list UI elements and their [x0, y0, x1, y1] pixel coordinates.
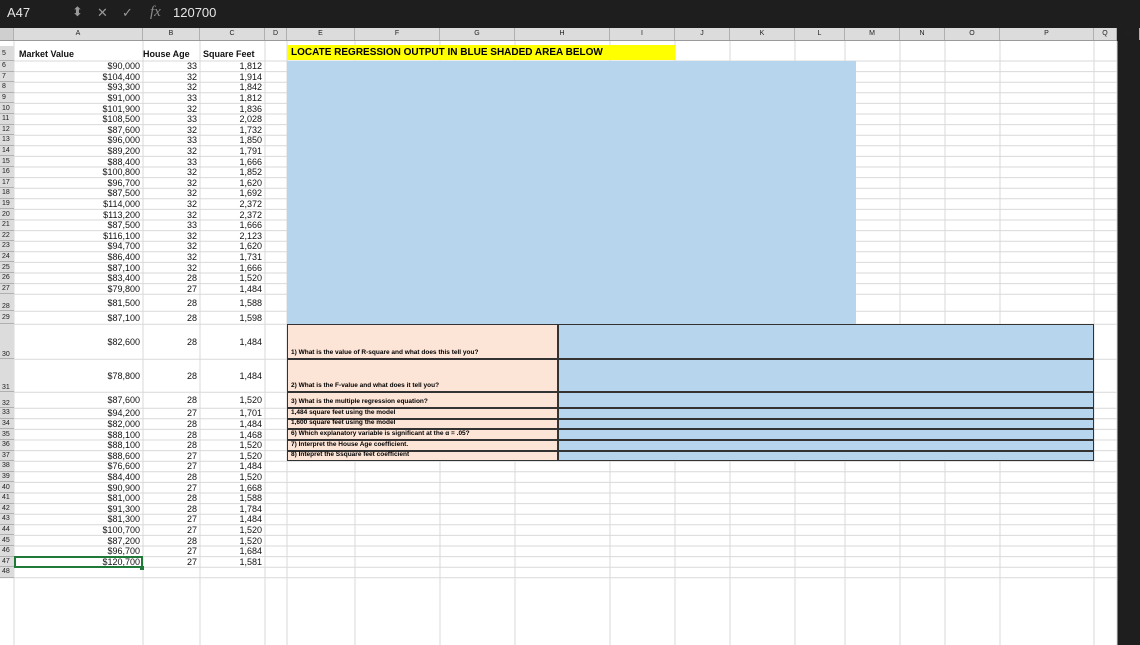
house-age-cell[interactable]: 32	[186, 167, 197, 178]
square-feet-cell[interactable]: 1,484	[239, 336, 262, 347]
square-feet-cell[interactable]: 1,812	[239, 61, 262, 72]
row-header[interactable]: 27	[0, 284, 14, 295]
house-age-cell[interactable]: 28	[186, 273, 197, 284]
house-age-cell[interactable]: 27	[186, 461, 197, 472]
square-feet-cell[interactable]: 1,520	[239, 472, 262, 483]
row-header[interactable]: 41	[0, 493, 14, 504]
house-age-cell[interactable]: 27	[186, 450, 197, 461]
square-feet-cell[interactable]: 1,484	[239, 461, 262, 472]
column-header-k[interactable]: K	[730, 28, 795, 40]
square-feet-cell[interactable]: 2,028	[239, 114, 262, 125]
house-age-cell[interactable]: 28	[186, 503, 197, 514]
market-value-cell[interactable]: $79,800	[107, 283, 140, 294]
house-age-cell[interactable]: 33	[186, 220, 197, 231]
market-value-cell[interactable]: $87,100	[107, 262, 140, 273]
row-header[interactable]: 43	[0, 514, 14, 525]
market-value-cell[interactable]: $86,400	[107, 252, 140, 263]
header-market-value[interactable]: Market Value	[19, 48, 75, 59]
square-feet-cell[interactable]: 1,520	[239, 440, 262, 451]
square-feet-cell[interactable]: 1,812	[239, 93, 262, 104]
row-header[interactable]: 23	[0, 241, 14, 252]
square-feet-cell[interactable]: 1,666	[239, 262, 262, 273]
market-value-cell[interactable]: $87,500	[107, 220, 140, 231]
row-header[interactable]: 28	[0, 294, 14, 311]
market-value-cell[interactable]: $88,400	[107, 156, 140, 167]
market-value-cell[interactable]: $113,200	[103, 209, 140, 220]
header-square-feet[interactable]: Square Feet	[203, 48, 255, 59]
market-value-cell[interactable]: $83,400	[107, 273, 140, 284]
market-value-cell[interactable]: $84,400	[107, 472, 140, 483]
market-value-cell[interactable]: $94,700	[107, 241, 140, 252]
row-header[interactable]: 39	[0, 472, 14, 483]
market-value-cell[interactable]: $104,400	[102, 71, 140, 82]
house-age-cell[interactable]: 27	[186, 525, 197, 536]
house-age-cell[interactable]: 32	[186, 124, 197, 135]
house-age-cell[interactable]: 32	[186, 188, 197, 199]
house-age-cell[interactable]: 32	[186, 252, 197, 263]
row-header[interactable]: 45	[0, 535, 14, 546]
square-feet-cell[interactable]: 1,620	[239, 177, 262, 188]
market-value-cell[interactable]: $100,800	[102, 167, 140, 178]
market-value-cell[interactable]: $90,900	[107, 482, 140, 493]
square-feet-cell[interactable]: 1,684	[239, 546, 262, 557]
row-header[interactable]: 8	[0, 82, 14, 93]
square-feet-cell[interactable]: 1,732	[239, 124, 262, 135]
column-header-b[interactable]: B	[143, 28, 200, 40]
row-header[interactable]: 10	[0, 103, 14, 114]
row-header[interactable]: 37	[0, 451, 14, 462]
square-feet-cell[interactable]: 2,372	[239, 209, 262, 220]
house-age-cell[interactable]: 33	[186, 135, 197, 146]
column-headers	[0, 28, 1131, 41]
column-header-r[interactable]: R	[1117, 28, 1140, 40]
square-feet-cell[interactable]: 1,484	[239, 419, 262, 430]
select-all-corner[interactable]	[0, 28, 14, 40]
market-value-cell[interactable]: $96,700	[107, 177, 140, 188]
row-header[interactable]: 34	[0, 419, 14, 430]
square-feet-cell[interactable]: 1,852	[239, 167, 262, 178]
house-age-cell[interactable]: 32	[186, 71, 197, 82]
question-cell[interactable]: 7) Interpret the House Age coefficient.	[287, 440, 558, 451]
square-feet-cell[interactable]: 1,666	[239, 156, 262, 167]
market-value-cell[interactable]: $96,000	[107, 135, 140, 146]
square-feet-cell[interactable]: 1,701	[239, 408, 262, 419]
row-header[interactable]: 38	[0, 461, 14, 472]
house-age-cell[interactable]: 28	[186, 535, 197, 546]
column-header-g[interactable]: G	[440, 28, 515, 40]
market-value-cell[interactable]: $101,900	[102, 103, 140, 114]
square-feet-cell[interactable]: 2,123	[239, 230, 262, 241]
market-value-cell[interactable]: $82,600	[107, 336, 140, 347]
house-age-cell[interactable]: 33	[186, 156, 197, 167]
market-value-cell[interactable]: $116,100	[103, 230, 140, 241]
active-cell-a47[interactable]	[14, 556, 143, 569]
enter-icon[interactable]: ✓	[122, 5, 133, 20]
square-feet-cell[interactable]: 1,668	[239, 482, 262, 493]
insert-function-button[interactable]: fx	[150, 4, 161, 20]
house-age-cell[interactable]: 27	[186, 514, 197, 525]
row-header[interactable]: 13	[0, 135, 14, 146]
market-value-cell[interactable]: $91,300	[107, 503, 140, 514]
column-header-d[interactable]: D	[265, 28, 287, 40]
square-feet-cell[interactable]: 1,914	[239, 71, 262, 82]
row-header[interactable]: 12	[0, 125, 14, 136]
house-age-cell[interactable]: 32	[186, 209, 197, 220]
formula-bar	[0, 0, 1117, 27]
question-cell[interactable]: 1) What is the value of R-square and what does this tell you?	[287, 324, 558, 359]
row-header[interactable]: 48	[0, 567, 14, 578]
row-header[interactable]: 42	[0, 504, 14, 515]
row-header[interactable]: 47	[0, 557, 14, 568]
house-age-cell[interactable]: 28	[186, 336, 197, 347]
row-header[interactable]: 17	[0, 178, 14, 189]
house-age-cell[interactable]: 28	[186, 429, 197, 440]
house-age-cell[interactable]: 27	[186, 482, 197, 493]
answer-cell[interactable]	[558, 440, 1094, 451]
square-feet-cell[interactable]: 1,588	[239, 493, 262, 504]
column-header-f[interactable]: F	[355, 28, 440, 40]
square-feet-cell[interactable]: 1,620	[239, 241, 262, 252]
square-feet-cell[interactable]: 1,836	[239, 103, 262, 114]
market-value-cell[interactable]: $76,600	[107, 461, 140, 472]
row-header[interactable]: 15	[0, 156, 14, 167]
market-value-cell[interactable]: $94,200	[107, 408, 140, 419]
market-value-cell[interactable]: $88,100	[107, 440, 140, 451]
answer-cell[interactable]	[558, 392, 1094, 408]
market-value-cell[interactable]: $87,500	[107, 188, 140, 199]
square-feet-cell[interactable]: 1,842	[239, 82, 262, 93]
house-age-cell[interactable]: 32	[186, 146, 197, 157]
square-feet-cell[interactable]: 1,598	[239, 312, 262, 323]
column-header-j[interactable]: J	[675, 28, 730, 40]
market-value-cell[interactable]: $87,100	[107, 312, 140, 323]
question-cell[interactable]: 1,484 square feet using the model	[287, 408, 558, 419]
house-age-cell[interactable]: 28	[186, 395, 197, 406]
column-header-p[interactable]: P	[1000, 28, 1094, 40]
name-box[interactable]: A47	[7, 5, 31, 20]
answer-cell[interactable]	[558, 359, 1094, 392]
column-header-e[interactable]: E	[287, 28, 355, 40]
house-age-cell[interactable]: 28	[186, 370, 197, 381]
row-header[interactable]: 40	[0, 482, 14, 493]
house-age-cell[interactable]: 32	[186, 103, 197, 114]
question-cell[interactable]: 1,600 square feet using the model	[287, 419, 558, 430]
fill-handle[interactable]	[140, 566, 144, 570]
square-feet-cell[interactable]: 1,484	[239, 514, 262, 525]
market-value-cell[interactable]: $82,000	[107, 419, 140, 430]
question-cell[interactable]: 3) What is the multiple regression equation?	[287, 392, 558, 408]
market-value-cell[interactable]: $87,200	[107, 535, 140, 546]
house-age-cell[interactable]: 33	[186, 114, 197, 125]
square-feet-cell[interactable]: 1,484	[239, 370, 262, 381]
row-header[interactable]: 9	[0, 93, 14, 104]
market-value-cell[interactable]: $96,700	[107, 546, 140, 557]
house-age-cell[interactable]: 32	[186, 82, 197, 93]
market-value-cell[interactable]: $81,300	[107, 514, 140, 525]
market-value-cell[interactable]: $93,300	[107, 82, 140, 93]
row-header[interactable]: 29	[0, 311, 14, 324]
header-house-age[interactable]: House Age	[143, 48, 190, 59]
house-age-cell[interactable]: 28	[186, 312, 197, 323]
row-header[interactable]: 11	[0, 114, 14, 125]
market-value-cell[interactable]: $108,500	[102, 114, 140, 125]
column-header-n[interactable]: N	[900, 28, 945, 40]
square-feet-cell[interactable]: 1,692	[239, 188, 262, 199]
answer-cell[interactable]	[558, 419, 1094, 430]
square-feet-cell[interactable]: 1,520	[239, 525, 262, 536]
column-header-a[interactable]: A	[14, 28, 143, 40]
house-age-cell[interactable]: 32	[186, 241, 197, 252]
market-value-cell[interactable]: $120,700	[102, 556, 140, 567]
question-cell[interactable]: 8) Intepret the Ssquare feet coefficient	[287, 451, 558, 462]
market-value-cell[interactable]: $89,200	[107, 146, 140, 157]
square-feet-cell[interactable]: 1,581	[239, 556, 262, 567]
house-age-cell[interactable]: 33	[186, 61, 197, 72]
house-age-cell[interactable]: 28	[186, 493, 197, 504]
formula-input[interactable]: 120700	[173, 5, 217, 20]
column-header-q[interactable]: Q	[1094, 28, 1117, 40]
house-age-cell[interactable]: 28	[186, 419, 197, 430]
row-header[interactable]: 25	[0, 262, 14, 273]
row-header[interactable]: 5	[0, 46, 14, 61]
square-feet-cell[interactable]: 1,520	[239, 395, 262, 406]
market-value-cell[interactable]: $81,500	[107, 297, 140, 308]
row-header[interactable]: 18	[0, 188, 14, 199]
house-age-cell[interactable]: 28	[186, 297, 197, 308]
row-header[interactable]: 36	[0, 440, 14, 451]
row-header[interactable]: 19	[0, 199, 14, 210]
row-header[interactable]: 31	[0, 359, 14, 392]
row-header[interactable]: 16	[0, 167, 14, 178]
house-age-cell[interactable]: 32	[186, 230, 197, 241]
market-value-cell[interactable]: $87,600	[107, 124, 140, 135]
name-box-stepper-icon[interactable]: ⬍	[72, 4, 83, 19]
square-feet-cell[interactable]: 1,731	[239, 252, 262, 263]
row-header[interactable]: 21	[0, 220, 14, 231]
house-age-cell[interactable]: 27	[186, 546, 197, 557]
cancel-icon[interactable]: ✕	[97, 5, 108, 20]
house-age-cell[interactable]: 33	[186, 93, 197, 104]
question-cell[interactable]: 6) Which explanatory variable is significant at the α = .05?	[287, 429, 558, 440]
regression-output-area[interactable]	[287, 61, 856, 326]
market-value-cell[interactable]: $100,700	[102, 525, 140, 536]
row-header[interactable]: 22	[0, 231, 14, 242]
square-feet-cell[interactable]: 1,520	[239, 535, 262, 546]
house-age-cell[interactable]: 28	[186, 440, 197, 451]
worksheet-grid[interactable]	[0, 41, 1117, 645]
row-header[interactable]: 14	[0, 146, 14, 157]
row-header[interactable]: 26	[0, 273, 14, 284]
column-header-h[interactable]: H	[515, 28, 610, 40]
market-value-cell[interactable]: $88,600	[107, 450, 140, 461]
house-age-cell[interactable]: 27	[186, 408, 197, 419]
market-value-cell[interactable]: $90,000	[107, 61, 140, 72]
row-header[interactable]: 20	[0, 209, 14, 220]
answer-cell[interactable]	[558, 429, 1094, 440]
market-value-cell[interactable]: $78,800	[107, 370, 140, 381]
market-value-cell[interactable]: $88,100	[107, 429, 140, 440]
square-feet-cell[interactable]: 1,784	[239, 503, 262, 514]
house-age-cell[interactable]: 32	[186, 199, 197, 210]
row-header[interactable]: 7	[0, 72, 14, 83]
row-header[interactable]: 44	[0, 525, 14, 536]
market-value-cell[interactable]: $87,600	[107, 395, 140, 406]
house-age-cell[interactable]: 28	[186, 472, 197, 483]
row-header[interactable]: 33	[0, 408, 14, 419]
market-value-cell[interactable]: $114,000	[103, 199, 140, 210]
row-header[interactable]: 46	[0, 546, 14, 557]
row-header[interactable]: 32	[0, 392, 14, 408]
answer-cell[interactable]	[558, 408, 1094, 419]
square-feet-cell[interactable]: 1,520	[239, 450, 262, 461]
column-header-l[interactable]: L	[795, 28, 845, 40]
square-feet-cell[interactable]: 1,520	[239, 273, 262, 284]
answer-cell[interactable]	[558, 451, 1094, 462]
regression-instruction-title: LOCATE REGRESSION OUTPUT IN BLUE SHADED AREA BELOW	[287, 45, 675, 60]
house-age-cell[interactable]: 27	[186, 556, 197, 567]
square-feet-cell[interactable]: 2,372	[239, 199, 262, 210]
square-feet-cell[interactable]: 1,791	[239, 146, 262, 157]
square-feet-cell[interactable]: 1,850	[239, 135, 262, 146]
column-header-o[interactable]: O	[945, 28, 1000, 40]
answer-cell[interactable]	[558, 324, 1094, 359]
house-age-cell[interactable]: 27	[186, 283, 197, 294]
square-feet-cell[interactable]: 1,588	[239, 297, 262, 308]
column-header-i[interactable]: I	[610, 28, 675, 40]
market-value-cell[interactable]: $81,000	[107, 493, 140, 504]
square-feet-cell[interactable]: 1,484	[239, 283, 262, 294]
house-age-cell[interactable]: 32	[186, 177, 197, 188]
market-value-cell[interactable]: $91,000	[107, 93, 140, 104]
row-header[interactable]: 35	[0, 429, 14, 440]
column-header-c[interactable]: C	[200, 28, 265, 40]
row-header[interactable]: 24	[0, 252, 14, 263]
square-feet-cell[interactable]: 1,468	[239, 429, 262, 440]
square-feet-cell[interactable]: 1,666	[239, 220, 262, 231]
row-header[interactable]: 30	[0, 324, 14, 359]
row-header[interactable]: 6	[0, 61, 14, 72]
house-age-cell[interactable]: 32	[186, 262, 197, 273]
column-header-m[interactable]: M	[845, 28, 900, 40]
question-cell[interactable]: 2) What is the F-value and what does it tell you?	[287, 359, 558, 392]
